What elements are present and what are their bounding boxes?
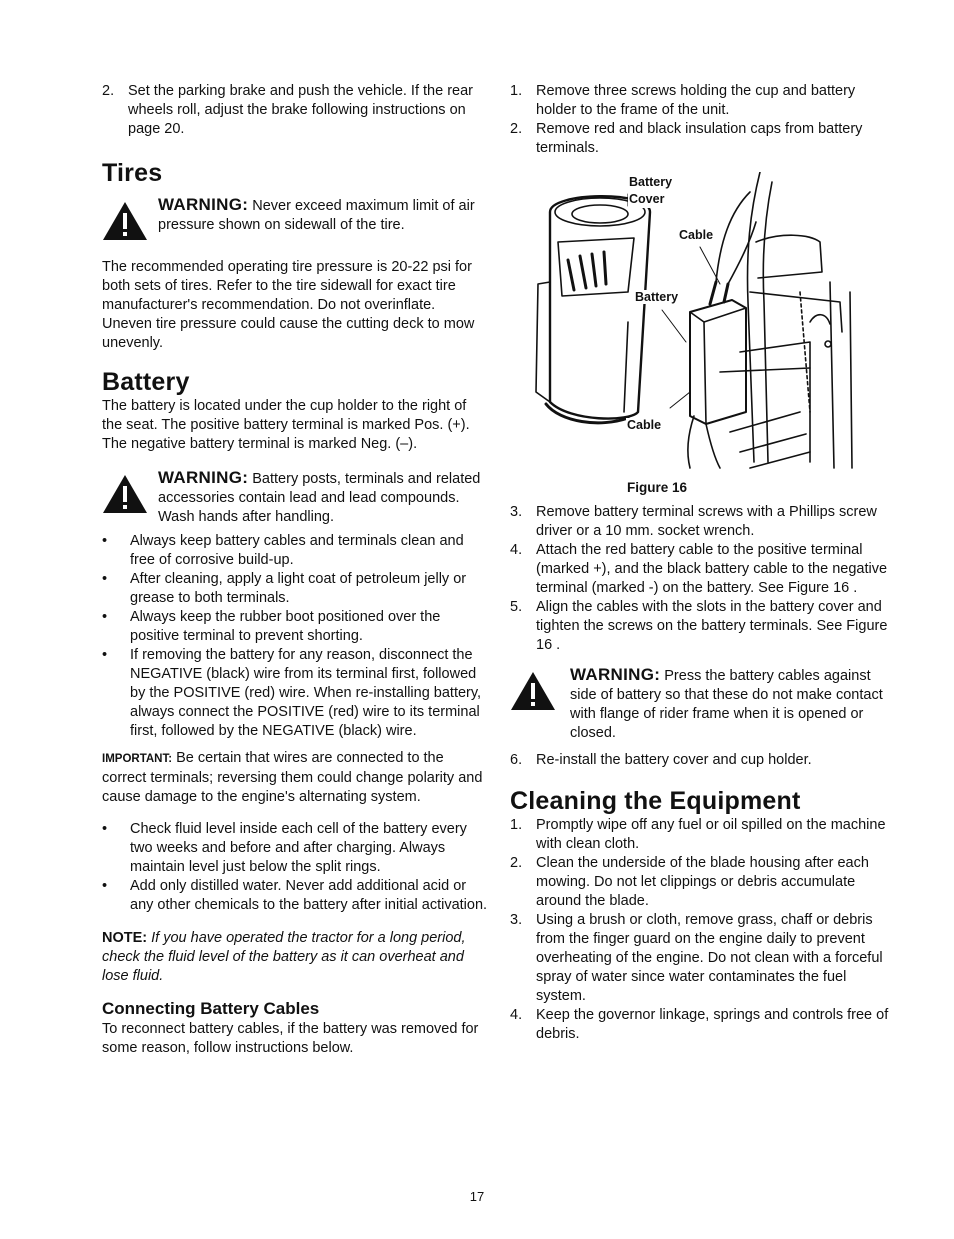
warning-text: Press the battery cables against side of battery so that these do not make contact with flange of rider frame when it is opened or closed. [570, 668, 883, 741]
important-label: IMPORTANT: [102, 753, 173, 765]
list-item: 4. Attach the red battery cable to the positive terminal (marked +), and the black battery cable to the negative terminal (marked -) on the battery. See Figure 16 . [510, 542, 888, 596]
left-column [102, 82, 488, 1058]
cleaning-heading: Cleaning the Equipment [510, 787, 801, 815]
list-item: • Always keep the rubber boot positioned over the positive terminal to prevent shorting. [102, 609, 441, 644]
steps-top [510, 82, 894, 158]
intro-step-2 [102, 82, 488, 139]
bullet-icon: • [102, 533, 108, 549]
step-number: 2. [102, 83, 115, 99]
list-item: 1. Promptly wipe off any fuel or oil spilled on the machine with clean cloth. [510, 817, 886, 852]
important-note [102, 749, 488, 807]
warning-text: Never exceed maximum limit of air pressure shown on sidewall of the tire. [158, 198, 475, 233]
connecting-paragraph: To reconnect battery cables, if the battery was removed for some reason, follow instructions below. [102, 1021, 479, 1056]
bullet-icon: • [102, 878, 108, 894]
battery-bullets [102, 532, 488, 741]
label-battery-cover: Battery Cover [629, 175, 673, 206]
list-item: • Always keep battery cables and terminals clean and free of corrosive build-up. [102, 533, 464, 568]
bullet-icon: • [102, 647, 108, 663]
warning-text: Battery posts, terminals and related accessories contain lead and lead compounds. Wash hands after handling. [158, 471, 481, 525]
page-number: 17 [469, 1189, 485, 1204]
warning-triangle-icon [510, 671, 556, 711]
battery-warning [102, 468, 488, 527]
label-battery: Battery [635, 290, 679, 304]
connecting-heading: Connecting Battery Cables [102, 999, 320, 1018]
list-item: • After cleaning, apply a light coat of petroleum jelly or grease to both terminals. [102, 571, 467, 606]
tires-warning [102, 195, 488, 243]
list-item: 3. Using a brush or cloth, remove grass, chaff or debris from the finger guard on the engine daily to prevent overheating of the engine. Do not clean with a forceful spray of water since water contaminates the fuel system. [510, 912, 883, 1004]
list-item: 2. Clean the underside of the blade housing after each mowing. Do not let clippings or debris accumulate around the blade. [510, 855, 869, 909]
note-text: If you have operated the tractor for a long period, check the fluid level of the battery as it can overheat and lose fluid. [102, 930, 466, 984]
tires-heading: Tires [102, 159, 163, 187]
list-item: • If removing the battery for any reason, disconnect the NEGATIVE (black) wire from its terminal first, followed by the POSITIVE (red) wire. When re-installing battery, always connect the POSITIVE (red) wire to its terminal first, followed by the NEGATIVE (black) wire. [102, 647, 482, 739]
label-cable-bottom: Cable [627, 418, 662, 432]
battery-bullets-2 [102, 820, 488, 915]
tires-paragraph: The recommended operating tire pressure is 20-22 psi for both sets of tires. Refer to the tire sidewall for exact tire manufacturer's recommendation. Do not overinflate. Uneven tire pressure could cause the cutting deck to mow unevenly. [102, 259, 475, 351]
figure-16 [510, 172, 894, 470]
warning-label: WARNING: [570, 665, 661, 684]
battery-illustration [510, 172, 894, 470]
bullet-icon: • [102, 821, 108, 837]
warning-triangle-icon [102, 201, 148, 241]
note-label: NOTE: [102, 930, 148, 946]
label-cable-top: Cable [679, 228, 714, 242]
list-item: • Check fluid level inside each cell of the battery every two weeks and before and after charging. Always maintain level just below the split rings. [102, 821, 467, 875]
warning-label: WARNING: [158, 195, 249, 214]
important-text: Be certain that wires are connected to the correct terminals; reversing them could change polarity and cause damage to the engine's alternating system. [102, 750, 483, 805]
list-item: 3. Remove battery terminal screws with a Phillips screw driver or a 10 mm. socket wrench. [510, 504, 877, 539]
step-text: Set the parking brake and push the vehicle. If the rear wheels roll, adjust the brake following instructions on page 20. [128, 83, 473, 137]
cleaning-steps [510, 816, 894, 1044]
battery-heading: Battery [102, 368, 190, 396]
bullet-icon: • [102, 609, 108, 625]
figure-caption: Figure 16 [626, 480, 688, 495]
right-column [510, 82, 894, 1044]
list-item: 4. Keep the governor linkage, springs and controls free of debris. [510, 1007, 889, 1042]
fluid-note [102, 929, 488, 986]
warning-triangle-icon [102, 474, 148, 514]
list-item: 2. Remove red and black insulation caps from battery terminals. [510, 121, 863, 156]
list-item: • Add only distilled water. Never add additional acid or any other chemicals to the battery after initial activation. [102, 878, 488, 913]
step-6: 6. Re-install the battery cover and cup holder. [510, 752, 812, 768]
steps-mid [510, 503, 894, 655]
warning-label: WARNING: [158, 468, 249, 487]
battery-paragraph: The battery is located under the cup holder to the right of the seat. The positive battery terminal is marked Pos. (+). The negative battery terminal is marked Neg. (–). [102, 398, 470, 452]
list-item: 1. Remove three screws holding the cup and battery holder to the frame of the unit. [510, 83, 856, 118]
cables-warning [510, 665, 894, 743]
list-item: 5. Align the cables with the slots in the battery cover and tighten the screws on the battery terminals. See Figure 16 . [510, 599, 888, 653]
bullet-icon: • [102, 571, 108, 587]
